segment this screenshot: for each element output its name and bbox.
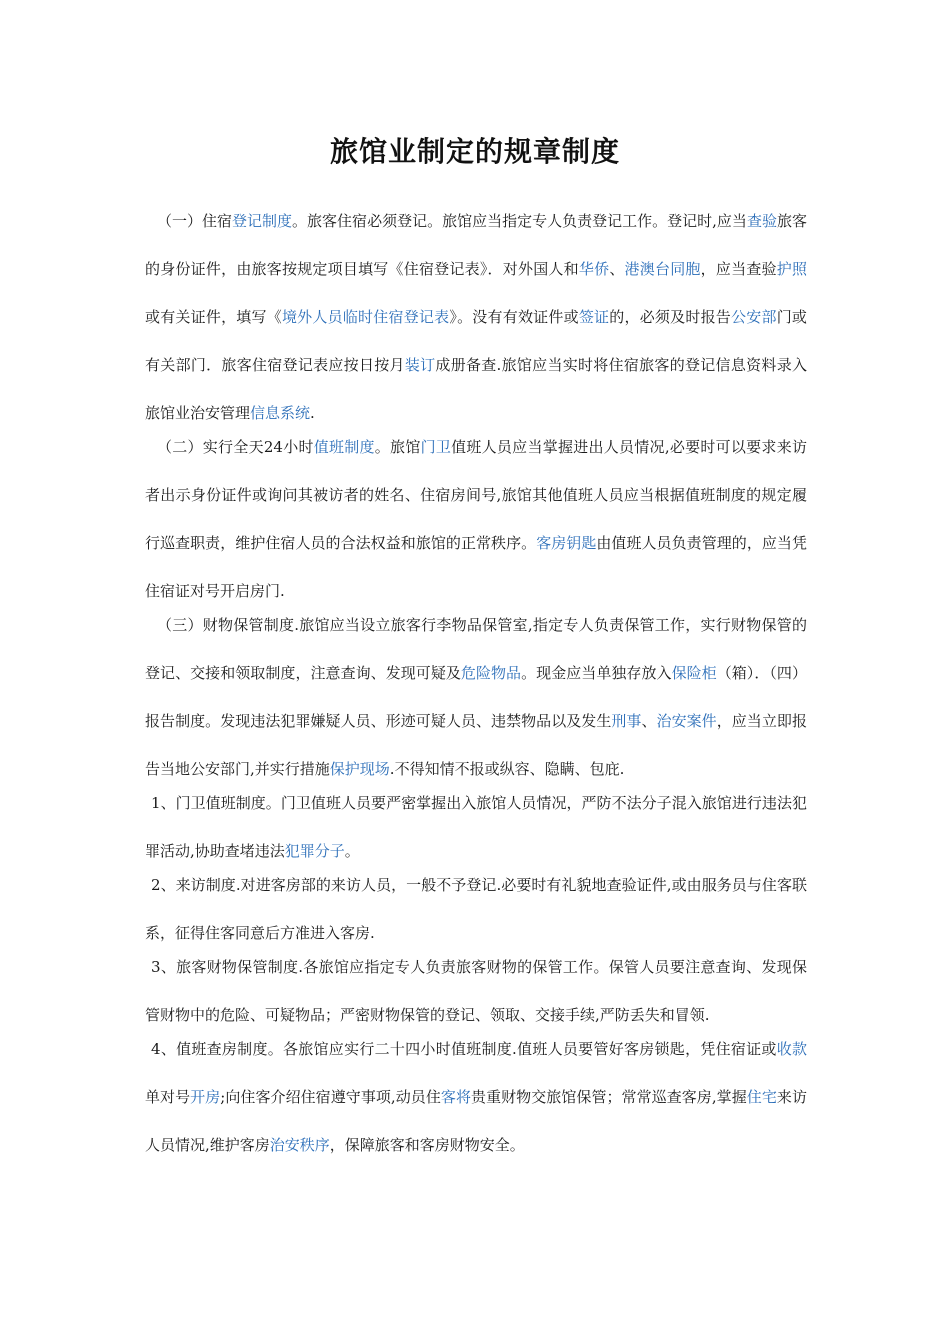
paragraph-text: 、 [609, 260, 625, 278]
paragraph-text: 。 [344, 842, 360, 860]
hyperlink-text[interactable]: 客房钥匙 [536, 534, 597, 552]
paragraph-text: 、 [641, 712, 657, 730]
document-body [145, 197, 807, 1169]
hyperlink-text[interactable]: 境外人员临时住宿登记表 [281, 308, 450, 326]
hyperlink-text[interactable]: 华侨 [578, 260, 610, 278]
hyperlink-text[interactable]: 收款 [776, 1040, 807, 1058]
hyperlink-text[interactable]: 开房 [190, 1088, 221, 1106]
hyperlink-text[interactable]: 装订 [404, 356, 436, 374]
paragraph-text: 旅客的身份证件，由旅客按规定项目填写《住宿登记表》．对外国人和 [145, 212, 807, 278]
hyperlink-text[interactable]: 保护现场 [329, 760, 390, 778]
paragraph-text: .不得知情不报或纵容、隐瞒、包庇. [389, 760, 625, 778]
paragraph-text: 值班人员应当掌握进出人员情况,必要时可以要求来访者出示身份证件或询问其被访者的姓名、住宿房间号,旅馆其他值班人员应当根据值班制度的规定履行巡查职责，维护住宿人员的合法权益和旅馆的正常秩序。 [145, 438, 807, 552]
paragraph-text: 成册备查.旅馆应当实时将住宿旅客的登记信息资料录入旅馆业治安管理 [145, 356, 807, 422]
hyperlink-text[interactable]: 治安案件 [656, 712, 717, 730]
paragraph-text: 贵重财物交旅馆保管；常常巡查客房,掌握 [471, 1088, 747, 1106]
paragraph-text: 门或有关部门．旅客住宿登记表应按日按月 [145, 308, 807, 374]
paragraph-text: （一）住宿 [157, 212, 233, 230]
paragraph-text: ，应当立即报告当地公安部门,并实行措施 [145, 712, 807, 778]
paragraph-text: 3、旅客财物保管制度.各旅馆应指定专人负责旅客财物的保管工作。保管人员要注意查询、发现保管财物中的危险、可疑物品；严密财物保管的登记、领取、交接手续,严防丢失和冒领. [145, 958, 807, 1024]
paragraph-text: . [310, 404, 315, 422]
hyperlink-text[interactable]: 信息系统 [250, 404, 311, 422]
paragraph-text: 。旅客住宿必须登记。旅馆应当指定专人负责登记工作。登记时,应当 [292, 212, 747, 230]
paragraph-text: 来访人员情况,维护客房 [145, 1088, 807, 1154]
paragraph-text: 。现金应当单独存放入 [521, 664, 672, 682]
paragraph-text: 单对号 [145, 1088, 191, 1106]
hyperlink-text[interactable]: 公安部 [731, 308, 777, 326]
hyperlink-text[interactable]: 危险物品 [460, 664, 522, 682]
hyperlink-text[interactable]: 护照 [776, 260, 807, 278]
hyperlink-text[interactable]: 查验 [746, 212, 777, 230]
hyperlink-text[interactable]: 门卫 [420, 438, 452, 456]
hyperlink-text[interactable]: 值班制度 [313, 438, 375, 456]
paragraph-text: 或有关证件，填写《 [145, 308, 282, 326]
paragraph-text: ，应当查验 [700, 260, 777, 278]
paragraph [145, 1025, 807, 1169]
paragraph-text: 由值班人员负责管理的，应当凭住宿证对号开启房门. [145, 534, 807, 600]
hyperlink-text[interactable]: 治安秩序 [269, 1136, 330, 1154]
hyperlink-text[interactable]: 签证 [578, 308, 610, 326]
paragraph-text: 的，必须及时报告 [609, 308, 732, 326]
paragraph-text: （箱）．（四）报告制度。发现违法犯罪嫌疑人员、形迹可疑人员、违禁物品以及发生 [145, 664, 807, 730]
hyperlink-text[interactable]: 登记制度 [232, 212, 293, 230]
paragraph-text: （二）实行全天24小时 [157, 438, 314, 456]
document-title: 旅馆业制定的规章制度 [329, 135, 620, 168]
paragraph [145, 197, 807, 437]
paragraph-text: ，保障旅客和客房财物安全。 [329, 1136, 525, 1154]
hyperlink-text[interactable]: 住宅 [746, 1088, 777, 1106]
paragraph-text: （三）财物保管制度.旅馆应当设立旅客行李物品保管室,指定专人负责保管工作，实行财物保管的登记、交接和领取制度，注意查询、发现可疑及 [145, 616, 807, 682]
hyperlink-text[interactable]: 保险柜 [671, 664, 717, 682]
paragraph-text: 4、值班查房制度。各旅馆应实行二十四小时值班制度.值班人员要管好客房锁匙，凭住宿证或 [151, 1040, 777, 1058]
paragraph-text: 1、门卫值班制度。门卫值班人员要严密掌握出入旅馆人员情况，严防不法分子混入旅馆进行违法犯罪活动,协助查堵违法 [145, 794, 807, 860]
paragraph-text: 。旅馆 [374, 438, 421, 456]
paragraph-text: ;向住客介绍住宿遵守事项,动员住 [220, 1088, 441, 1106]
paragraph [145, 601, 807, 793]
hyperlink-text[interactable]: 客将 [440, 1088, 472, 1106]
paragraph-text: 2、来访制度.对进客房部的来访人员，一般不予登记.必要时有礼貌地查验证件,或由服务员与住客联系，征得住客同意后方准进入客房. [145, 876, 807, 942]
paragraph [145, 423, 807, 615]
hyperlink-text[interactable]: 刑事 [611, 712, 642, 730]
hyperlink-text[interactable]: 港澳台同胞 [624, 260, 701, 278]
paragraph-text: 》。没有有效证件或 [449, 308, 579, 326]
hyperlink-text[interactable]: 犯罪分子 [284, 842, 345, 860]
